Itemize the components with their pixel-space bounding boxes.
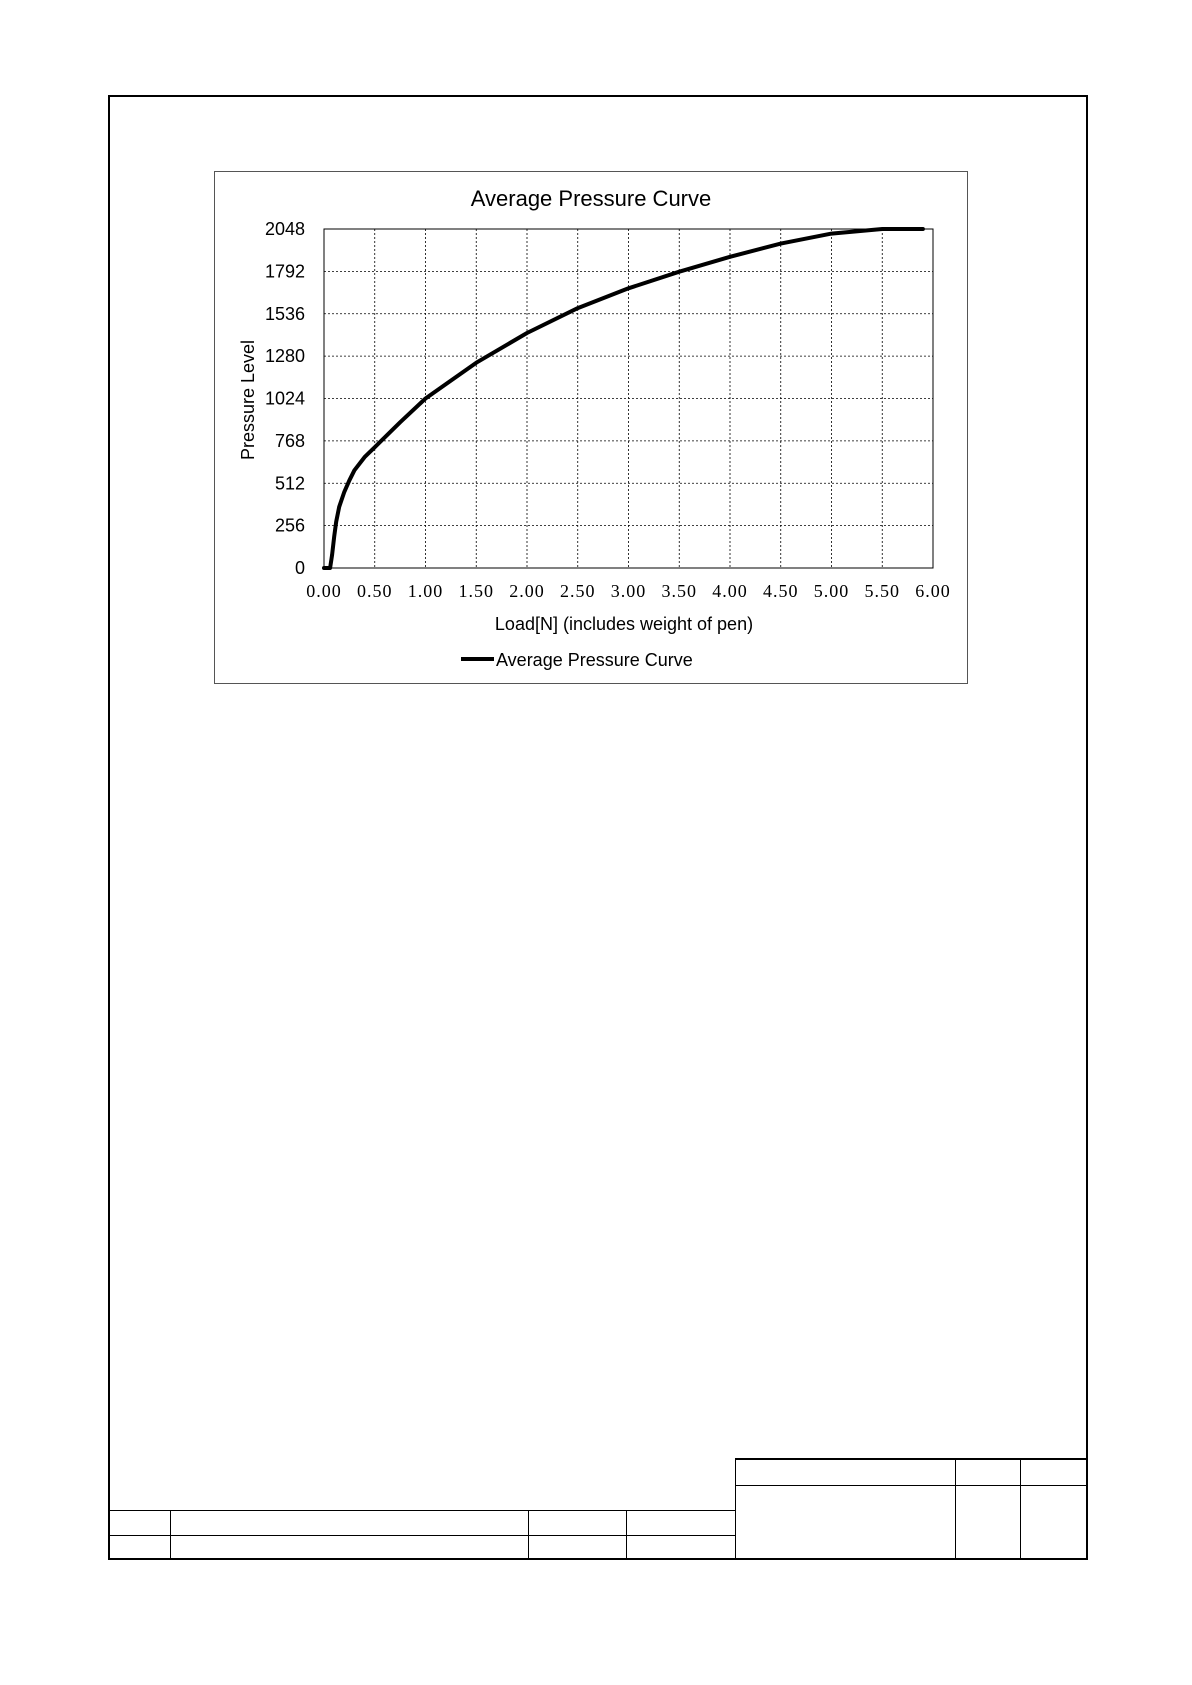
legend-label: Average Pressure Curve [496,650,693,670]
revision-col-line-1 [170,1510,171,1560]
y-axis-label: Pressure Level [238,339,258,461]
x-tick-label: 6.00 [915,581,951,601]
grid-lines [324,229,933,568]
y-tick-label: 256 [274,515,305,536]
x-tick-label: 1.50 [458,581,494,601]
revision-col-line-2 [528,1510,529,1560]
title-block-left-line [735,1458,736,1560]
y-tick-label: 1792 [264,261,305,282]
x-axis-label: Load[N] (includes weight of pen) [494,614,754,634]
x-tick-labels [306,581,951,601]
title-block-col-line-2 [1020,1458,1021,1560]
title-block-mid-line [735,1485,1088,1486]
y-tick-labels [265,219,305,578]
chart-title: Average Pressure Curve [470,186,712,211]
x-tick-label: 5.00 [813,581,850,601]
title-block-top-line [735,1458,1088,1460]
x-tick-label: 1.00 [407,581,444,601]
x-tick-label: 5.50 [864,581,900,601]
y-tick-label: 512 [274,473,305,494]
x-tick-label: 4.50 [763,581,799,601]
legend [461,650,693,670]
y-tick-label: 768 [274,430,305,451]
pressure-chart [215,172,967,683]
chart-container [214,171,968,684]
x-tick-label: 4.00 [712,581,748,601]
y-tick-label: 2048 [264,219,305,239]
x-tick-label: 3.00 [610,581,647,601]
revision-row-mid-line [108,1535,736,1536]
title-block-col-line-1 [955,1458,956,1560]
x-tick-label: 2.00 [509,581,545,601]
x-tick-label: 2.50 [560,581,596,601]
y-tick-label: 1024 [264,388,305,409]
y-tick-label: 1536 [264,303,305,324]
revision-row-top-line [108,1510,736,1511]
revision-col-line-3 [626,1510,627,1560]
x-tick-label: 0.00 [306,581,342,601]
x-tick-label: 3.50 [661,581,697,601]
y-tick-label: 1280 [264,346,305,367]
x-tick-label: 0.50 [357,581,393,601]
y-tick-label: 0 [294,558,305,578]
